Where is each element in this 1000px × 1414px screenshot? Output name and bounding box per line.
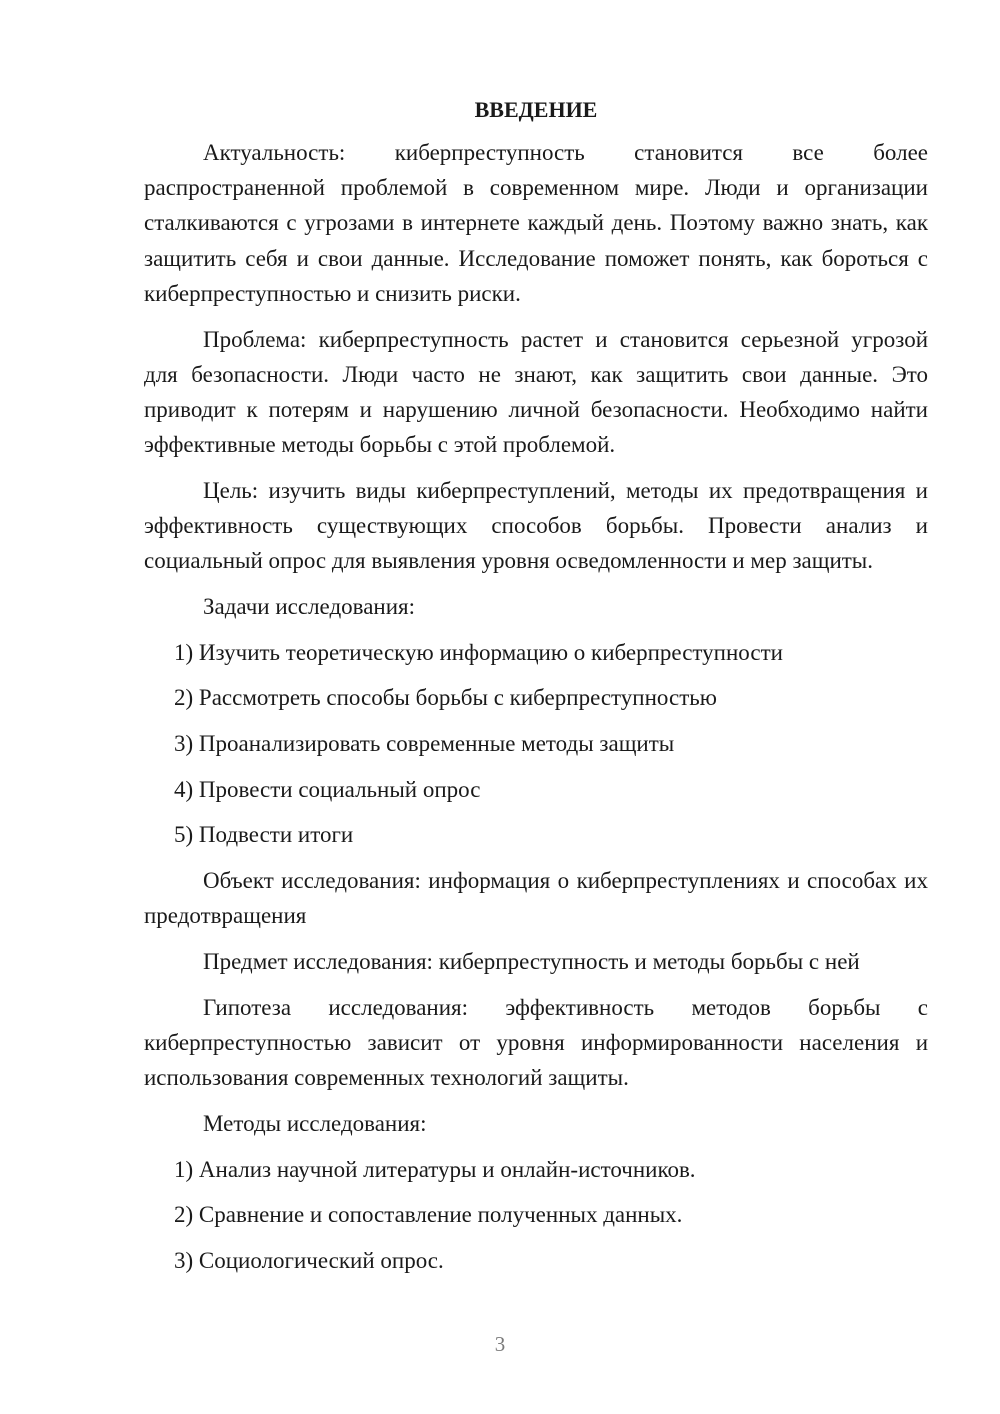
- hypothesis-paragraph: Гипотеза исследования: эффективность методов борьбы с киберпреступностью зависит от уровня информированности населения и использования современных технологий защиты.: [144, 994, 928, 1091]
- list-item: 2) Сравнение и сопоставление полученных данных.: [174, 1202, 683, 1228]
- list-item: 3) Социологический опрос.: [174, 1247, 444, 1273]
- list-item: 4) Провести социальный опрос: [174, 776, 481, 802]
- goal-paragraph: Цель: изучить виды киберпреступлений, методы их предотвращения и эффективность существующих способов борьбы. Провести анализ и социальный опрос для выявления уровня осведомленности и мер защиты.: [144, 477, 928, 574]
- methods-heading: Методы исследования:: [203, 1110, 427, 1136]
- relevance-paragraph: Актуальность: киберпреступность становится все более распространенной проблемой в современном мире. Люди и организации сталкиваются с угрозами в интернете каждый день. Поэтому важно знать, как защитить себя и свои данные. Исследование поможет понять, как бороться с киберпреступностью и снизить риски.: [144, 140, 928, 306]
- methods-list: [144, 1152, 928, 1279]
- list-item: 3) Проанализировать современные методы защиты: [174, 731, 675, 757]
- problem-paragraph: Проблема: киберпреступность растет и становится серьезной угрозой для безопасности. Люди часто не знают, как защитить свои данные. Это приводит к потерям и нарушению личной безопасности. Необходимо найти эффективные методы борьбы с этой проблемой.: [144, 326, 928, 458]
- subject-paragraph: Предмет исследования: киберпреступность и методы борьбы с ней: [203, 949, 860, 975]
- page-number: 3: [494, 1332, 506, 1356]
- tasks-list: [144, 635, 928, 853]
- list-item: 2) Рассмотреть способы борьбы с киберпреступностью: [174, 685, 717, 711]
- object-paragraph: Объект исследования: информация о киберпреступлениях и способах их предотвращения: [144, 868, 928, 929]
- list-item: 1) Анализ научной литературы и онлайн-источников.: [174, 1156, 696, 1182]
- document-body: [144, 92, 928, 1289]
- tasks-heading: Задачи исследования:: [203, 593, 416, 619]
- list-item: 1) Изучить теоретическую информацию о киберпреступности: [174, 639, 783, 665]
- page-title: ВВЕДЕНИЕ: [474, 97, 598, 122]
- list-item: 5) Подвести итоги: [174, 822, 354, 848]
